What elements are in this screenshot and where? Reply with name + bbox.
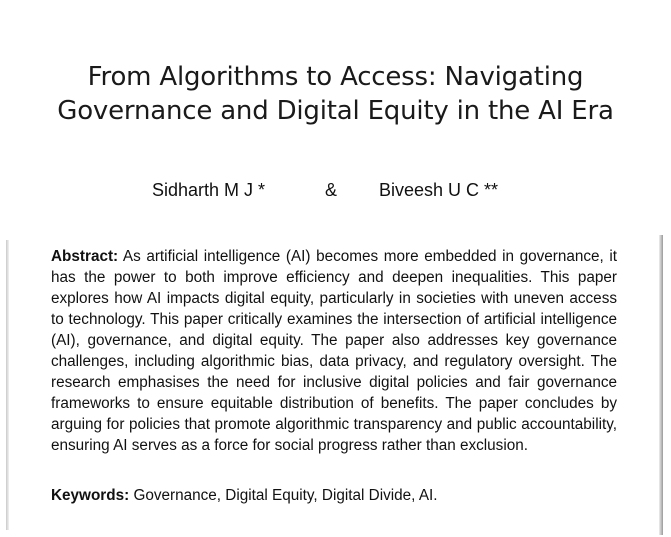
title-line-1: From Algorithms to Access: Navigating — [87, 62, 584, 92]
author-1: Sidharth M J * — [152, 180, 266, 200]
title-line-2: Governance and Digital Equity in the AI Era — [57, 96, 614, 126]
author-separator: & — [325, 180, 338, 200]
page-edge-shadow-right — [659, 235, 663, 535]
paper-title — [20, 60, 651, 128]
keywords-text: Governance, Digital Equity, Digital Divide, AI. — [129, 487, 438, 504]
abstract-text: As artificial intelligence (AI) becomes more embedded in governance, it has the power to both improve efficiency and deepen inequalities. This paper explores how AI impacts digital equity, particularly in societies with uneven access to technology. This paper critically examines the intersection of artificial intelligence (AI), governance, and digital equity. The paper also addresses key governance challenges, including algorithmic bias, data privacy, and regulatory oversight. The research emphasises the need for inclusive digital policies and fair governance frameworks to ensure equitable distribution of benefits. The paper concludes by arguing for policies that promote algorithmic transparency and public accountability, ensuring AI serves as a force for social progress rather than exclusion. — [51, 248, 617, 454]
author-2: Biveesh U C ** — [379, 180, 499, 200]
keywords — [51, 485, 617, 506]
keywords-label: Keywords: — [51, 487, 130, 504]
abstract-label: Abstract: — [51, 248, 119, 265]
page-edge-shadow-left — [6, 240, 9, 530]
author-line — [0, 180, 671, 204]
abstract — [51, 246, 617, 456]
